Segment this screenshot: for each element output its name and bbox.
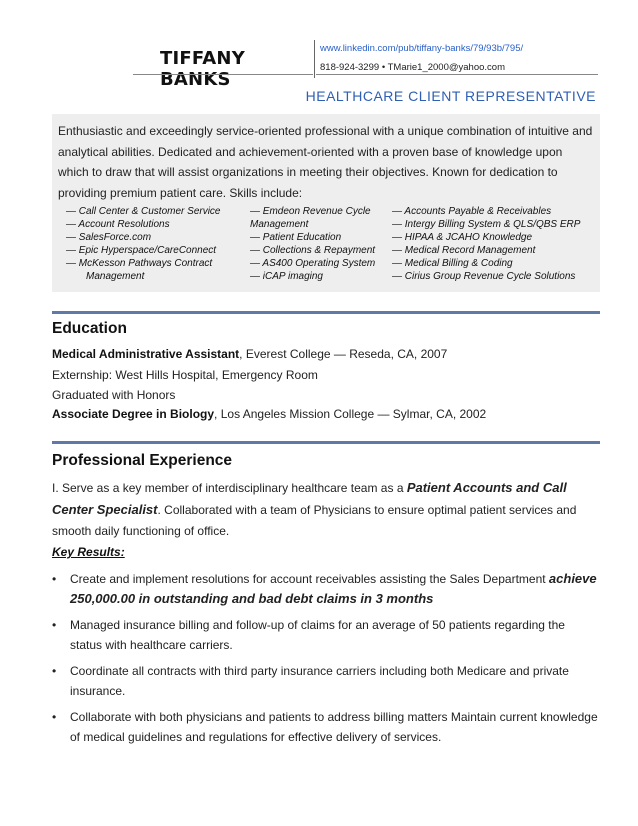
skill-item: — iCAP imaging	[250, 271, 323, 282]
result-text: Collaborate with both physicians and patients to address billing matters Maintain current knowledge of medical guidelines and regulations for effective delivery of services.	[70, 710, 598, 744]
degree-1-title: Medical Administrative Assistant	[52, 347, 240, 361]
degree-1	[52, 347, 447, 361]
degree-2-details: , Los Angeles Mission College — Sylmar, CA, 2002	[214, 407, 487, 421]
bullet-icon: •	[52, 664, 57, 678]
education-heading: Education	[52, 320, 127, 337]
skill-item: — AS400 Operating System	[250, 258, 376, 269]
experience-role-emphasis: Patient Accounts and Call Center Specialist	[52, 480, 567, 517]
key-results-list	[52, 569, 600, 753]
result-text: Coordinate all contracts with third party insurance carriers including both Medicare and private insurance.	[70, 664, 569, 698]
skill-item: — SalesForce.com	[66, 232, 152, 243]
skill-item: — Intergy Billing System & QLS/QBS ERP	[392, 219, 581, 230]
header-divider	[314, 40, 315, 78]
experience-intro	[52, 477, 600, 542]
skill-item: — Medical Billing & Coding	[392, 258, 513, 269]
email-address[interactable]: TMarie1_2000@yahoo.com	[387, 62, 505, 73]
skill-item: — Collections & Repayment	[250, 245, 376, 256]
skill-item: — Account Resolutions	[66, 219, 170, 230]
skills-column-1	[66, 205, 221, 283]
honors-line: Graduated with Honors	[52, 388, 176, 402]
skill-item: — Emdeon Revenue Cycle	[250, 206, 371, 217]
skill-item: Management	[250, 219, 309, 230]
bullet-icon: •	[52, 710, 57, 724]
skill-item: Management	[86, 271, 145, 282]
list-item	[52, 707, 600, 747]
education-rule	[52, 311, 600, 314]
skill-item: — Medical Record Management	[392, 245, 536, 256]
contact-line	[320, 62, 505, 73]
key-results-label: Key Results:	[52, 545, 125, 559]
phone-number: 818-924-3299	[320, 62, 380, 73]
bullet-icon: •	[52, 572, 57, 586]
experience-rule	[52, 441, 600, 444]
contact-underline	[316, 74, 598, 75]
role-title: HEALTHCARE CLIENT REPRESENTATIVE	[305, 88, 596, 104]
list-item	[52, 569, 600, 609]
skills-column-3	[392, 205, 580, 283]
linkedin-link[interactable]: www.linkedin.com/pub/tiffany-banks/79/93b/795/	[320, 43, 524, 54]
result-emphasis: achieve 250,000.00 in outstanding and bad debt claims in 3 months	[70, 571, 597, 606]
name-underline	[133, 74, 313, 75]
result-text: Managed insurance billing and follow-up of claims for an average of 50 patients regarding the status with healthcare carriers.	[70, 618, 565, 652]
skill-item: — Call Center & Customer Service	[66, 206, 221, 217]
skills-column-2	[250, 205, 375, 283]
experience-intro-start: I. Serve as a key member of interdisciplinary healthcare team as a	[52, 481, 407, 495]
skill-item: — Accounts Payable & Receivables	[392, 206, 552, 217]
summary-box	[52, 114, 600, 292]
list-item	[52, 615, 600, 655]
skill-item: — Cirius Group Revenue Cycle Solutions	[392, 271, 576, 282]
skill-item: — Epic Hyperspace/CareConnect	[66, 245, 217, 256]
experience-heading: Professional Experience	[52, 452, 233, 469]
list-item	[52, 661, 600, 701]
degree-2	[52, 407, 486, 421]
degree-1-details: , Everest College — Reseda, CA, 2007	[239, 347, 448, 361]
experience-intro-end: . Collaborated with a team of Physicians to ensure optimal patient services and smooth daily functioning of office.	[52, 503, 577, 538]
result-text: Create and implement resolutions for account receivables assisting the Sales Department	[70, 572, 549, 586]
summary-text: Enthusiastic and exceedingly service-oriented professional with a unique combination of intuitive and analytical abilities. Dedicated and achievement-oriented with a proven base of knowledge upon which to draw that will assist organizations in meeting their objectives. Known for dedication to providing premium patient care. Skills include:	[58, 124, 593, 200]
candidate-name: TIFFANY BANKS	[160, 48, 245, 90]
skill-item: — Patient Education	[250, 232, 342, 243]
skill-item: — McKesson Pathways Contract	[66, 258, 213, 269]
degree-2-title: Associate Degree in Biology	[52, 407, 215, 421]
externship-line: Externship: West Hills Hospital, Emergency Room	[52, 368, 318, 382]
skill-item: — HIPAA & JCAHO Knowledge	[392, 232, 533, 243]
contact-separator: •	[381, 62, 386, 73]
bullet-icon: •	[52, 618, 57, 632]
